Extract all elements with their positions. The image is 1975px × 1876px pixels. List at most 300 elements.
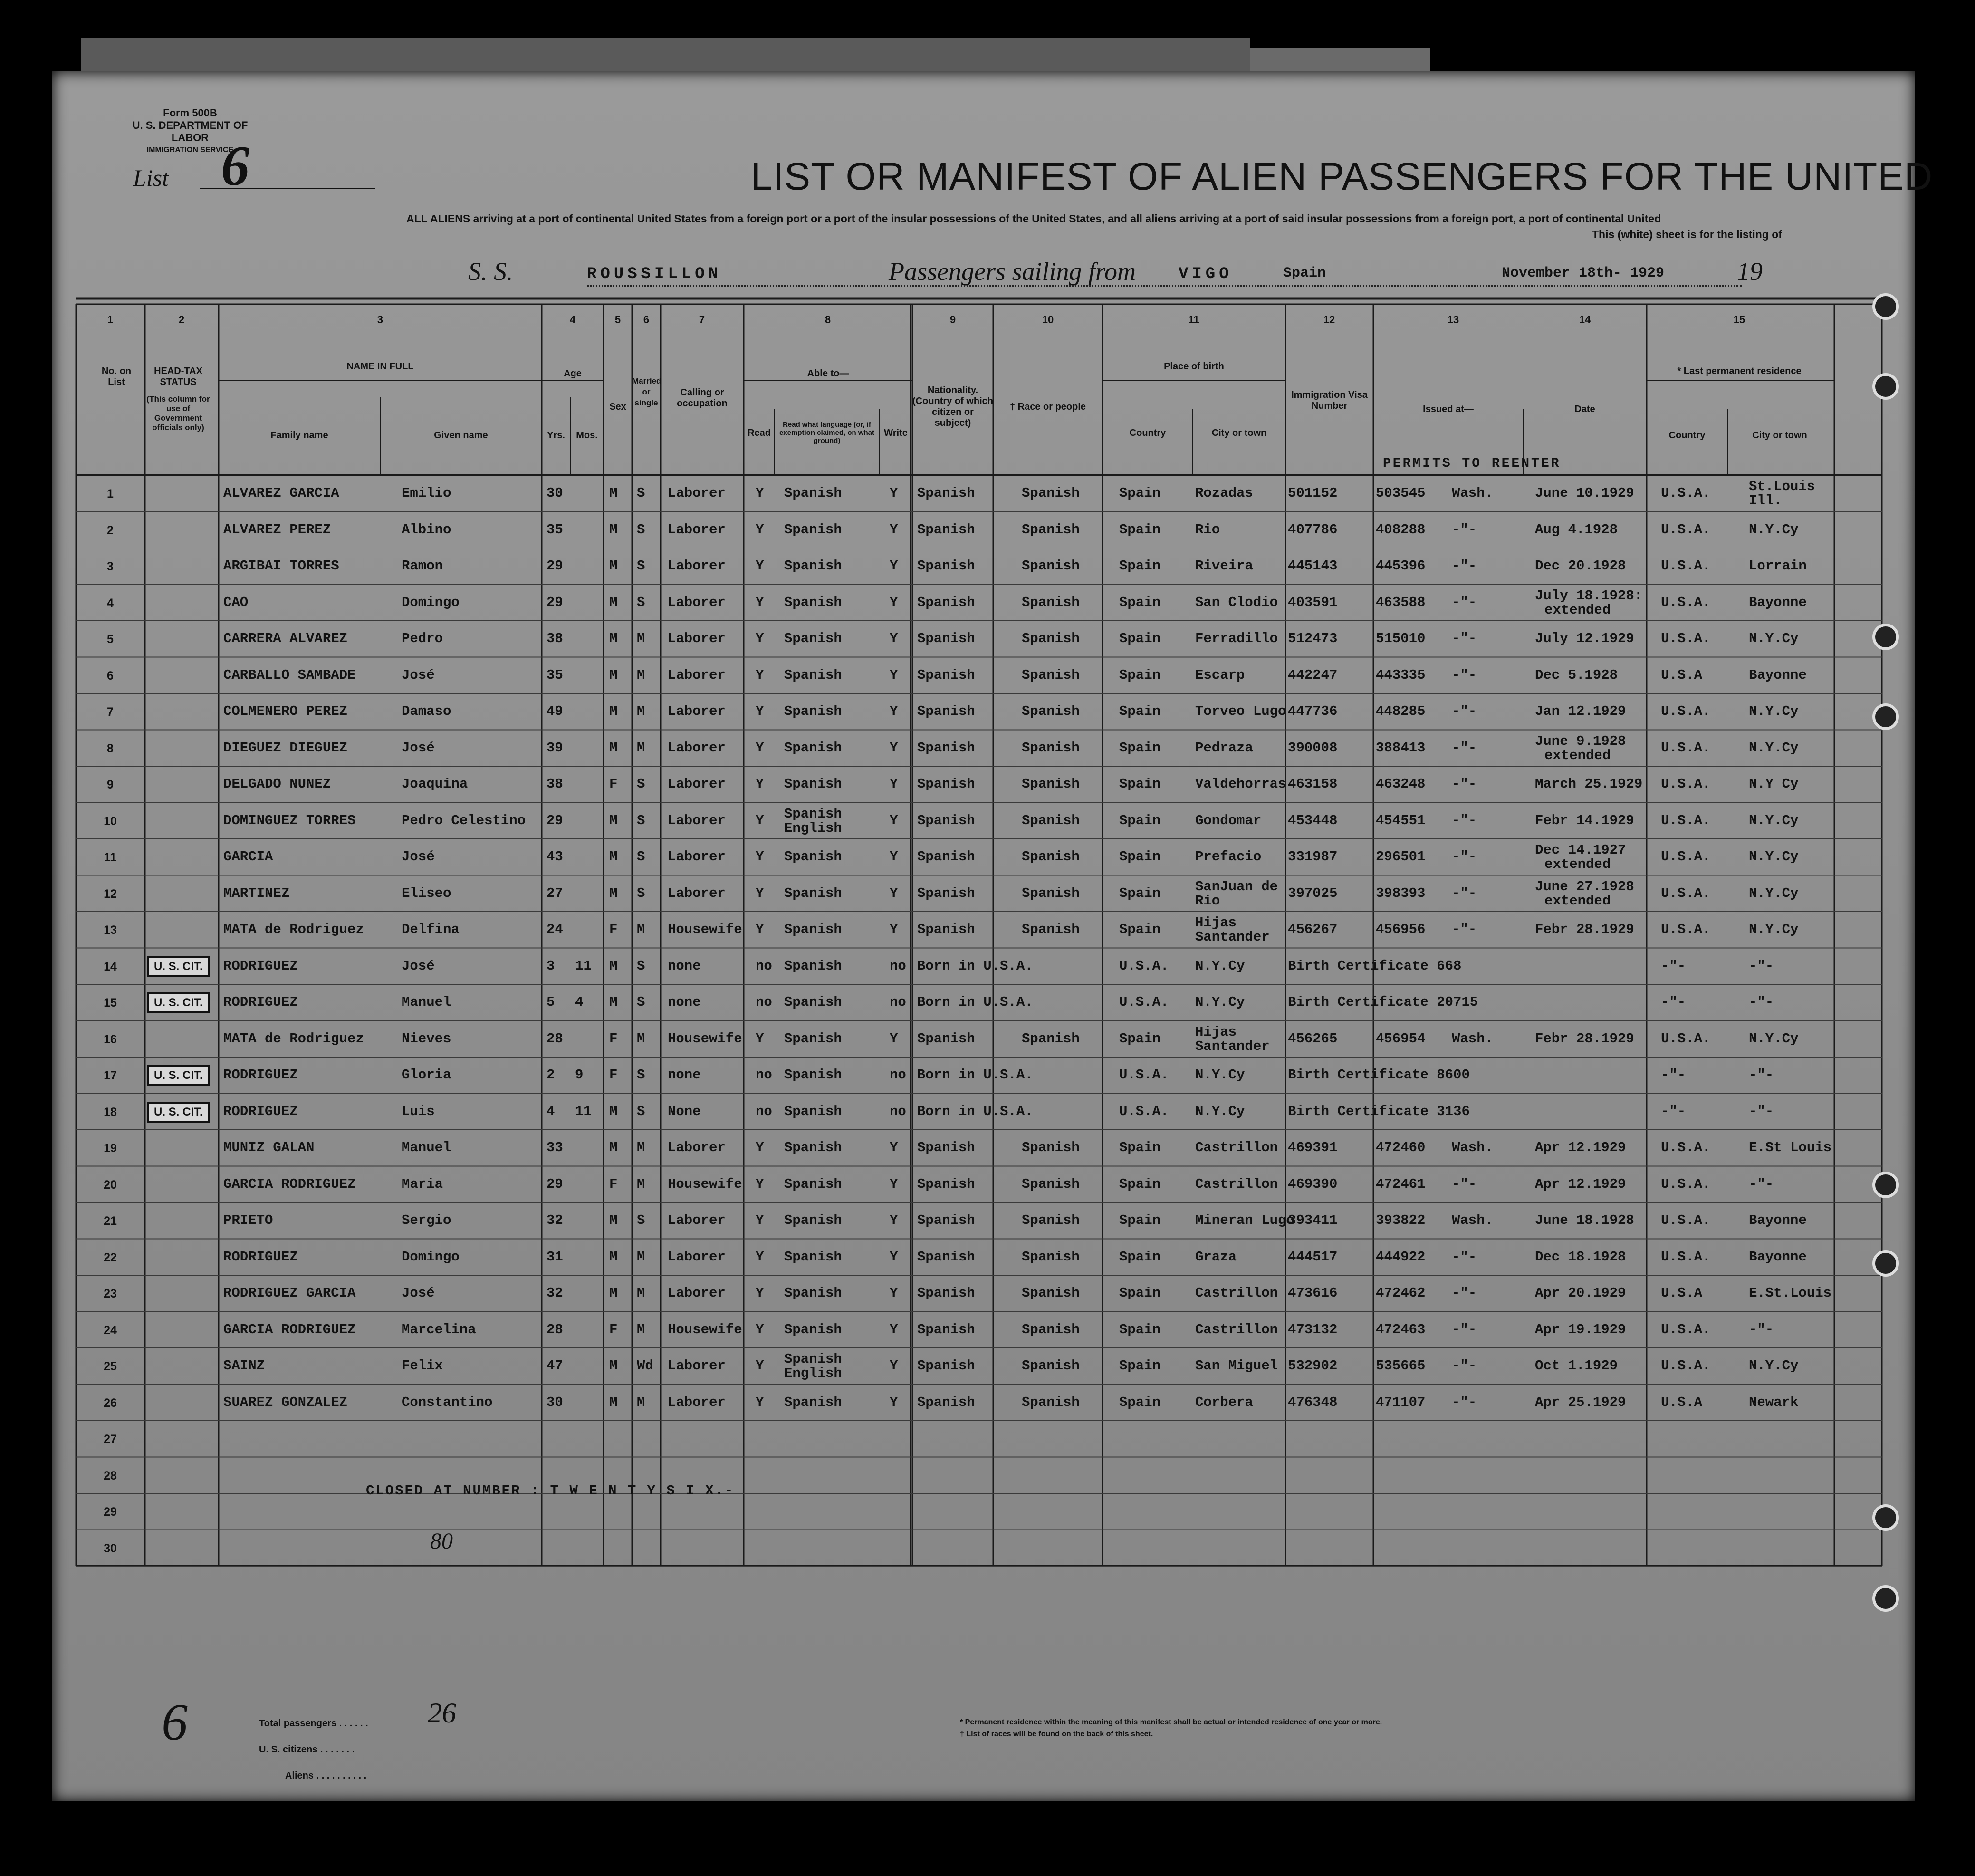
visa-number: 476348 [1288,1394,1338,1410]
family-name: RODRIGUEZ GARCIA [223,1285,356,1301]
binder-hole [1872,1504,1899,1531]
column-number: 12 [1323,314,1335,326]
given-name: Marcelina [402,1321,476,1337]
marital-status: M [637,922,645,938]
row-number: 7 [107,705,114,719]
marital-status: S [637,776,645,792]
given-name: Manuel [402,994,451,1010]
family-name: MATA de Rodriguez [223,922,364,938]
us-citizens-label: U. S. citizens . . . . . . . [259,1744,355,1755]
race: Spanish [1022,1394,1080,1410]
family-name: MATA de Rodriguez [223,1030,364,1047]
permit-number: 463248 [1376,776,1426,792]
age-years: 47 [546,1358,563,1374]
age-years: 43 [546,849,563,865]
permit-number: 296501 [1376,849,1426,865]
birth-city: Castrillon [1195,1140,1278,1156]
us-citizen-stamp: U. S. CIT. [147,1065,210,1086]
nationality: Spanish [917,1285,975,1301]
read-language: Spanish [784,1394,842,1410]
age-years: 24 [546,922,563,938]
sex: M [609,849,618,865]
family-name: RODRIGUEZ [223,1103,298,1119]
marital-status: M [637,1176,645,1192]
marital-status: S [637,521,645,538]
race: Spanish [1022,1358,1080,1374]
residence-country: -"- [1661,1067,1686,1083]
sex: F [609,1321,618,1337]
marital-status: S [637,558,645,574]
residence-country: -"- [1661,1103,1686,1119]
residence-country: U.S.A. [1661,703,1711,720]
permit-number: 472462 [1376,1285,1426,1301]
occupation: none [668,1067,701,1083]
sex: M [609,667,618,683]
residence-country: U.S.A. [1661,631,1711,647]
row-number: 21 [104,1214,117,1228]
occupation: Housewife [668,1176,742,1192]
residence-country: U.S.A. [1661,1358,1711,1374]
read-language: Spanish [784,849,842,865]
nationality: Spanish [917,1030,975,1047]
header-age-months: Mos. [576,430,598,441]
residence-country: U.S.A [1661,1285,1703,1301]
family-name: DIEGUEZ DIEGUEZ [223,740,348,756]
race: Spanish [1022,740,1080,756]
sex: M [609,1212,618,1229]
residence-city: -"- [1749,1067,1774,1083]
occupation: Laborer [668,521,726,538]
birth-city: Rio [1195,521,1220,538]
read-language: Spanish [784,521,842,538]
visa-number: 463158 [1288,776,1338,792]
sex: M [609,885,618,901]
birth-city: Castrillon [1195,1176,1278,1192]
residence-city: Ill. [1749,493,1782,509]
sex: M [609,740,618,756]
read-language: Spanish [784,776,842,792]
sex: M [609,1358,618,1374]
nationality: Spanish [917,667,975,683]
race: Spanish [1022,631,1080,647]
given-name: José [402,958,435,974]
birth-country: Spain [1119,1285,1161,1301]
race: Spanish [1022,521,1080,538]
header-res-country: Country [1668,430,1706,441]
row-number: 24 [104,1323,117,1337]
residence-city: N.Y.Cy [1749,849,1799,865]
residence-city: N.Y.Cy [1749,1030,1799,1047]
visa-number: 331987 [1288,849,1338,865]
occupation: Laborer [668,885,726,901]
permit-number: 472461 [1376,1176,1426,1192]
birth-city: Torveo Lugo [1195,703,1286,720]
row-number: 16 [104,1032,117,1046]
given-name: José [402,667,435,683]
visa-number: 456267 [1288,922,1338,938]
header-res-city: City or town [1752,430,1807,441]
occupation: Laborer [668,558,726,574]
column-number: 6 [643,314,650,326]
issued-at: -"- [1452,631,1477,647]
can-read: Y [756,776,764,792]
issued-at: -"- [1452,885,1477,901]
issue-date: Dec 14.1927 [1535,842,1626,858]
issue-date: Febr 14.1929 [1535,812,1634,828]
sex: M [609,703,618,720]
can-read: Y [756,703,764,720]
residence-city: N.Y.Cy [1749,922,1799,938]
can-read: no [756,994,772,1010]
age-years: 49 [546,703,563,720]
total-passengers-label: Total passengers . . . . . . [259,1718,368,1729]
occupation: Laborer [668,740,726,756]
read-language: Spanish [784,1030,842,1047]
issued-at: -"- [1452,667,1477,683]
header-last-residence: * Last permanent residence [1677,366,1802,376]
column-number: 9 [949,314,956,326]
visa-number: 512473 [1288,631,1338,647]
residence-country: U.S.A [1661,667,1703,683]
birth-city: San Miguel [1195,1358,1278,1374]
row-number: 4 [107,596,114,610]
family-name: RODRIGUEZ [223,958,298,974]
permit-number: 388413 [1376,740,1426,756]
binder-hole [1872,293,1899,320]
header-calling: Calling or occupation [677,387,728,409]
can-read: Y [756,631,764,647]
residence-country: U.S.A [1661,1394,1703,1410]
race: Spanish [1022,812,1080,828]
row-number: 17 [104,1069,117,1083]
issue-date: Jan 12.1929 [1535,703,1626,720]
column-number: 13 [1447,314,1459,326]
age-years: 28 [546,1321,563,1337]
row-number: 8 [107,741,114,755]
birth-city: Pedraza [1195,740,1253,756]
header-married-single: Married or single [632,376,662,407]
occupation: Laborer [668,485,726,501]
family-name: ALVAREZ PEREZ [223,521,331,538]
can-write: Y [890,631,898,647]
read-language: Spanish [784,1249,842,1265]
can-write: Y [890,1176,898,1192]
residence-city: -"- [1749,1321,1774,1337]
residence-city: Lorrain [1749,558,1807,574]
birth-city: Escarp [1195,667,1245,683]
issued-at: -"- [1452,740,1477,756]
row-number: 26 [104,1396,117,1410]
given-name: Domingo [402,1249,460,1265]
permit-number: 471107 [1376,1394,1426,1410]
permit-number: 445396 [1376,558,1426,574]
issued-at: Wash. [1452,485,1494,501]
issued-at: -"- [1452,594,1477,610]
visa-number: 403591 [1288,594,1338,610]
issue-date: June 9.1928 [1535,733,1626,749]
row-number: 28 [104,1469,117,1482]
race: Spanish [1022,885,1080,901]
issue-date: June 18.1928 [1535,1212,1634,1229]
age-months: 11 [575,958,592,974]
nationality: Spanish [917,703,975,720]
nationality: Spanish [917,631,975,647]
issue-date: Aug 4.1928 [1535,521,1618,538]
header-birth-city: City or town [1211,428,1267,438]
row-number: 9 [107,778,114,792]
can-write: Y [890,703,898,720]
age-years: 38 [546,776,563,792]
occupation: Laborer [668,1285,726,1301]
read-language: Spanish [784,1321,842,1337]
can-read: Y [756,1321,764,1337]
issue-date: Apr 12.1929 [1535,1176,1626,1192]
family-name: GARCIA [223,849,273,865]
visa-number: 393411 [1288,1212,1338,1229]
issued-at: -"- [1452,1358,1477,1374]
age-years: 5 [546,994,555,1010]
birth-city: N.Y.Cy [1195,1103,1245,1119]
residence-city: N.Y.Cy [1749,740,1799,756]
birth-country: Spain [1119,558,1161,574]
header-date: Date [1574,404,1595,414]
birth-city: Corbera [1195,1394,1253,1410]
can-read: no [756,1067,772,1083]
visa-number: 444517 [1288,1249,1338,1265]
issued-at: -"- [1452,1176,1477,1192]
marital-status: S [637,594,645,610]
permit-number: 454551 [1376,812,1426,828]
can-read: Y [756,812,764,828]
header-head-tax-note: (This column for use of Government officials only) [146,394,210,432]
binder-hole [1872,1250,1899,1277]
age-years: 30 [546,485,563,501]
occupation: none [668,958,701,974]
can-read: Y [756,1249,764,1265]
binder-hole [1872,1172,1899,1198]
age-years: 29 [546,812,563,828]
birth-country: Spain [1119,1394,1161,1410]
column-number: 15 [1733,314,1745,326]
marital-status: S [637,849,645,865]
visa-number: 397025 [1288,885,1338,901]
can-read: Y [756,521,764,538]
row-number: 13 [104,924,117,937]
nationality: Spanish [917,1140,975,1156]
residence-country: U.S.A. [1661,1321,1711,1337]
birth-country: Spain [1119,703,1161,720]
sailing-label: Passengers sailing from [889,257,1136,286]
permit-number: 408288 [1376,521,1426,538]
ship-name: ROUSSILLON [587,265,722,283]
given-name: Albino [402,521,451,538]
family-name: PRIETO [223,1212,273,1229]
nationality: Spanish [917,885,975,901]
issue-date: Dec 5.1928 [1535,667,1618,683]
family-name: GARCIA RODRIGUEZ [223,1176,356,1192]
birth-city: San Clodio [1195,594,1278,610]
permit-number: 444922 [1376,1249,1426,1265]
read-language: Spanish [784,1140,842,1156]
family-name: RODRIGUEZ [223,994,298,1010]
marital-status: S [637,812,645,828]
given-name: José [402,849,435,865]
column-number: 5 [614,314,621,326]
nationality: Spanish [917,812,975,828]
can-read: Y [756,740,764,756]
can-read: Y [756,667,764,683]
occupation: Laborer [668,631,726,647]
family-name: SUAREZ GONZALEZ [223,1394,348,1410]
marital-status: M [637,667,645,683]
marital-status: M [637,740,645,756]
issue-date: Febr 28.1929 [1535,1030,1634,1047]
can-write: Y [890,922,898,938]
race: Spanish [1022,1212,1080,1229]
header-age: Age [564,368,582,379]
residence-country: -"- [1661,994,1686,1010]
birth-country: U.S.A. [1119,1103,1169,1119]
can-write: Y [890,1321,898,1337]
header-sex: Sex [609,402,626,412]
row-number: 3 [107,560,114,574]
residence-city: N.Y.Cy [1749,1358,1799,1374]
department-name: U. S. DEPARTMENT OF LABOR [132,119,248,144]
issued-at: -"- [1452,703,1477,720]
read-language: Spanish [784,558,842,574]
header-age-years: Yrs. [547,430,565,441]
birth-city: Castrillon [1195,1321,1278,1337]
birth-country: Spain [1119,885,1161,901]
page-title: LIST OR MANIFEST OF ALIEN PASSENGERS FOR THE UNITED [751,155,1933,198]
given-name: Emilio [402,485,451,501]
birth-city: Santander [1195,1038,1270,1054]
birth-city: Valdehorras [1195,776,1286,792]
permit-number: 398393 [1376,885,1426,901]
issue-date: Dec 20.1928 [1535,558,1626,574]
read-language: Spanish [784,1067,842,1083]
visa-number: 469390 [1288,1176,1338,1192]
issued-at: Wash. [1452,1212,1494,1229]
can-write: Y [890,521,898,538]
visa-number: Birth Certificate 8600 [1288,1067,1470,1083]
read-language: Spanish [784,667,842,683]
issue-date: extended [1544,747,1611,763]
header-issued-at: Issued at— [1423,404,1474,414]
can-write: Y [890,740,898,756]
nationality: Spanish [917,594,975,610]
residence-country: U.S.A. [1661,1249,1711,1265]
visa-number: Birth Certificate 20715 [1288,994,1478,1010]
nationality: Born in U.S.A. [917,958,1033,974]
row-number: 29 [104,1505,117,1519]
total-passengers-value: 26 [428,1697,456,1729]
permits-to-reenter-note: PERMITS TO REENTER [1383,456,1561,471]
visa-number: 532902 [1288,1358,1338,1374]
race: Spanish [1022,922,1080,938]
family-name: CARBALLO SAMBADE [223,667,356,683]
birth-city: Mineran Lugo [1195,1212,1294,1229]
sex: F [609,776,618,792]
issued-at: -"- [1452,1321,1477,1337]
birth-city: Hijas [1195,915,1237,931]
given-name: José [402,1285,435,1301]
birth-country: Spain [1119,594,1161,610]
permit-number: 448285 [1376,703,1426,720]
sex: M [609,631,618,647]
issued-at: Wash. [1452,1030,1494,1047]
can-read: Y [756,1212,764,1229]
nationality: Spanish [917,849,975,865]
birth-city: Hijas [1195,1024,1237,1040]
can-read: Y [756,558,764,574]
can-write: Y [890,594,898,610]
residence-country: U.S.A. [1661,1030,1711,1047]
permit-number: 535665 [1376,1358,1426,1374]
birth-city: Gondomar [1195,812,1262,828]
column-number: 1 [107,314,114,326]
residence-city: E.St Louis [1749,1140,1832,1156]
residence-city: St.Louis [1749,479,1815,495]
handwritten-page-mark: 6 [162,1693,188,1751]
header-read-language: Read what language (or, if exemption claimed, on what ground) [779,421,875,445]
header-place-of-birth: Place of birth [1164,361,1224,372]
occupation: Laborer [668,1394,726,1410]
issued-at: -"- [1452,776,1477,792]
visa-number: 501152 [1288,485,1338,501]
birth-country: Spain [1119,1030,1161,1047]
row-number: 27 [104,1433,117,1446]
issue-date: Apr 25.1929 [1535,1394,1626,1410]
departure-country: Spain [1283,265,1326,281]
occupation: None [668,1103,701,1119]
form-number: Form 500B [163,107,217,119]
read-language: Spanish [784,958,842,974]
age-years: 29 [546,558,563,574]
sex: F [609,1067,618,1083]
nationality: Spanish [917,485,975,501]
can-write: Y [890,1030,898,1047]
visa-number: 473616 [1288,1285,1338,1301]
row-number: 14 [104,960,117,973]
birth-country: Spain [1119,922,1161,938]
row-number: 1 [107,487,114,501]
family-name: ALVAREZ GARCIA [223,485,339,501]
can-read: Y [756,594,764,610]
age-years: 29 [546,594,563,610]
family-name: MARTINEZ [223,885,290,901]
birth-city: Rozadas [1195,485,1253,501]
residence-city: -"- [1749,1103,1774,1119]
sex: M [609,1249,618,1265]
visa-number: 442247 [1288,667,1338,683]
visa-number: 469391 [1288,1140,1338,1156]
visa-number: 473132 [1288,1321,1338,1337]
header-read: Read [748,428,771,438]
permit-number: 515010 [1376,631,1426,647]
residence-country: U.S.A. [1661,558,1711,574]
column-number: 8 [825,314,831,326]
can-read: Y [756,1140,764,1156]
birth-country: U.S.A. [1119,1067,1169,1083]
visa-number: 456265 [1288,1030,1338,1047]
can-write: no [890,1103,906,1119]
race: Spanish [1022,1285,1080,1301]
family-name: RODRIGUEZ [223,1249,298,1265]
birth-country: Spain [1119,521,1161,538]
can-write: Y [890,667,898,683]
race: Spanish [1022,1321,1080,1337]
